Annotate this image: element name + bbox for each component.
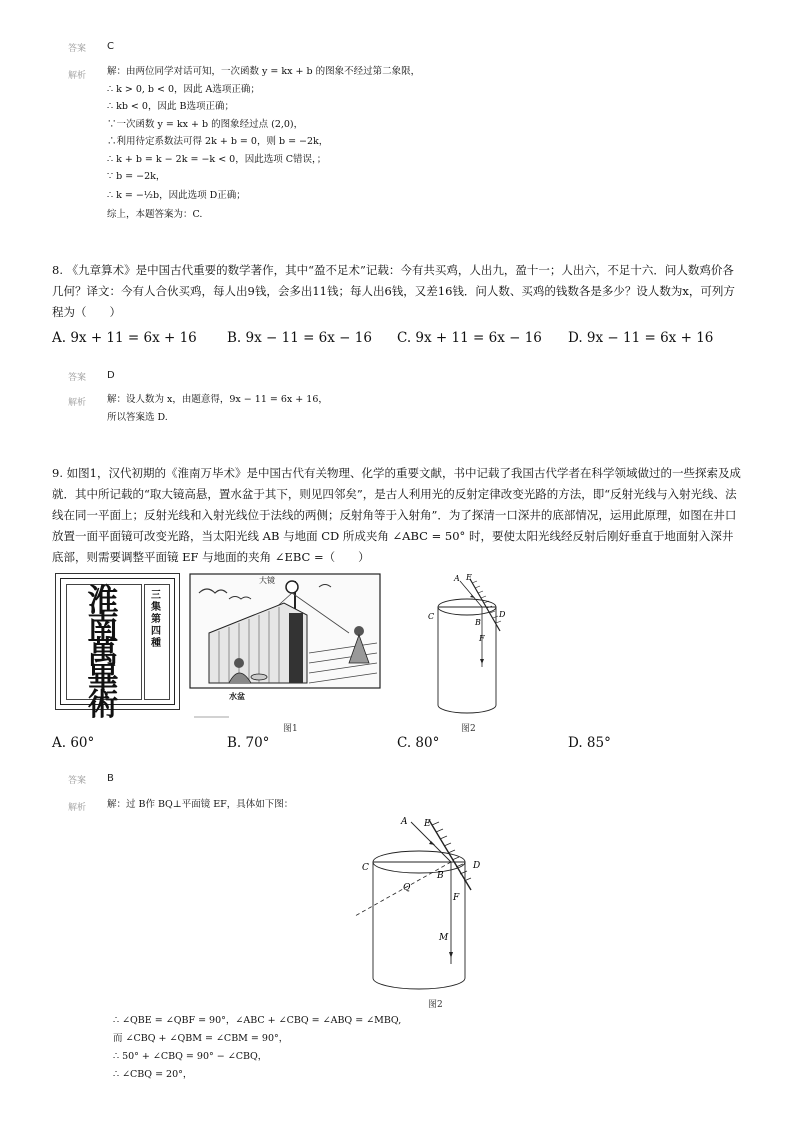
figure-2-caption: 图2 <box>461 724 476 734</box>
q9-option-b: B. 70° <box>227 735 270 751</box>
answer-tag: 答案 <box>68 373 87 383</box>
solution-line: ∴ k > 0, b < 0，因此 A选项正确； <box>107 83 260 95</box>
book-title: 淮南萬畢術 <box>87 583 119 723</box>
solution-line: ∴ k + b = k − 2k = −k < 0，因此选项 C错误，； <box>107 153 327 165</box>
analysis-tag: 解析 <box>68 71 87 81</box>
answer-tag: 答案 <box>68 44 87 54</box>
point-e-label: E <box>466 573 472 582</box>
well-diagram <box>420 573 520 721</box>
solution-block <box>107 63 420 223</box>
analysis-tag: 解析 <box>68 803 87 813</box>
answer-value: D <box>107 370 115 381</box>
question-9-stem: 9. 如图1，汉代初期的《淮南万毕术》是中国古代有关物理、化学的重要文献，书中记载了我国古代学者在科学领域做过的一些探索及成就．其中所记载的“取大镜高悬，置水盆于其下，则见四邻矣”，是古人利用光的反射定律改变光路的方法，即“反射光线与入射光线、法线在同一平面上；反射光线和入射光线位于法线的两侧；反射角等于入射角”．为了探清一口深井的底部情况，运用此原理，如图在井口放置一面平面镜可改变光路，当太阳光线 AB 与地面 CD 所成夹角 ∠ABC = 50° 时，要使太阳光线经反射后刚好垂直于地面射入深井底部，则需要调整平面镜 EF 与地面的夹角 ∠EBC =（ ） <box>52 466 741 564</box>
solution-line: 解：设人数为 x，由题意得，9x − 11 = 6x + 16， <box>107 394 328 405</box>
mirror-label: 大镜 <box>259 576 275 585</box>
point-c-label: C <box>428 612 435 621</box>
answer-value: B <box>107 773 114 784</box>
q8-option-c: C. 9x + 11 = 6x − 16 <box>397 330 542 346</box>
solution-line: ∴ ∠QBE = ∠QBF = 90°，∠ABC + ∠CBQ = ∠ABQ = ∠MBQ, <box>113 1015 402 1026</box>
figure-3-caption: 图2 <box>428 1000 443 1010</box>
solution-line: 所以答案选 D. <box>107 411 168 423</box>
solution-block <box>107 391 328 426</box>
book-cover-figure <box>55 573 180 723</box>
woodcut-illustration <box>189 573 381 718</box>
q8-option-a: A. 9x + 11 = 6x + 16 <box>52 330 197 346</box>
solution-line: ∵一次函数 y = kx + b 的图象经过点 (2,0)， <box>107 118 304 130</box>
basin-label: 水盆 <box>229 691 245 701</box>
solution-line: ∴ kb < 0，因此 B选项正确； <box>107 101 234 112</box>
solution-line: 而 ∠CBQ + ∠QBM = ∠CBM = 90°， <box>113 1033 289 1044</box>
point-b-label: B <box>475 618 481 627</box>
point-d-label: D <box>499 610 506 619</box>
point-q-label: Q <box>403 883 411 893</box>
solution-line: ∴ ∠CBQ = 20°， <box>113 1069 193 1080</box>
point-b-label: B <box>437 871 444 881</box>
point-c-label: C <box>362 863 369 873</box>
point-d-label: D <box>473 861 481 871</box>
solution-line: ∴ k = −½b，因此选项 D正确； <box>107 189 246 201</box>
q9-option-d: D. 85° <box>568 735 611 751</box>
woodcut-drawing <box>189 573 381 718</box>
solution-line: 综上，本题答案为：C. <box>107 208 203 220</box>
solution-well-figure <box>345 812 495 994</box>
q8-option-b: B. 9x − 11 = 6x − 16 <box>227 330 372 346</box>
book-side-label: 三集第四種 <box>151 590 161 649</box>
solution-line: ∴利用待定系数法可得 2k + b = 0，则 b = −2k， <box>107 136 329 147</box>
answer-value: C <box>107 41 114 52</box>
well-figure <box>420 573 520 721</box>
solution-intro: 解：过 B作 BQ⊥平面镜 EF，具体如下图： <box>107 799 294 810</box>
point-m-label: M <box>439 933 449 943</box>
point-f-label: F <box>479 634 485 643</box>
figure-1-caption: 图1 <box>283 724 298 734</box>
solution-block <box>113 1012 401 1084</box>
point-f-label: F <box>453 893 460 903</box>
solution-line: ∵ b = −2k， <box>107 171 166 182</box>
point-a-label: A <box>454 574 460 583</box>
answer-tag: 答案 <box>68 776 87 786</box>
point-e-label: E <box>424 819 431 829</box>
solution-well-diagram <box>345 812 495 994</box>
solution-line: 解：由两位同学对话可知，一次函数 y = kx + b 的图象不经过第二象限， <box>107 66 421 77</box>
q9-option-a: A. 60° <box>52 735 95 751</box>
point-a-label: A <box>401 817 408 827</box>
q9-option-c: C. 80° <box>397 735 440 751</box>
q8-option-d: D. 9x − 11 = 6x + 16 <box>568 330 714 346</box>
analysis-tag: 解析 <box>68 398 87 408</box>
question-8-stem: 8. 《九章算术》是中国古代重要的数学著作，其中“盈不足术”记载：今有共买鸡，人出九，盈十一；人出六，不足十六．问人数鸡价各几何？译文：今有人合伙买鸡，每人出9钱，会多出11钱；每人出6钱，又差16钱．问人数、买鸡的钱数各是多少？设人数为x，可列方程为（ ） <box>52 263 735 319</box>
solution-line: ∴ 50° + ∠CBQ = 90° − ∠CBQ， <box>113 1051 268 1062</box>
